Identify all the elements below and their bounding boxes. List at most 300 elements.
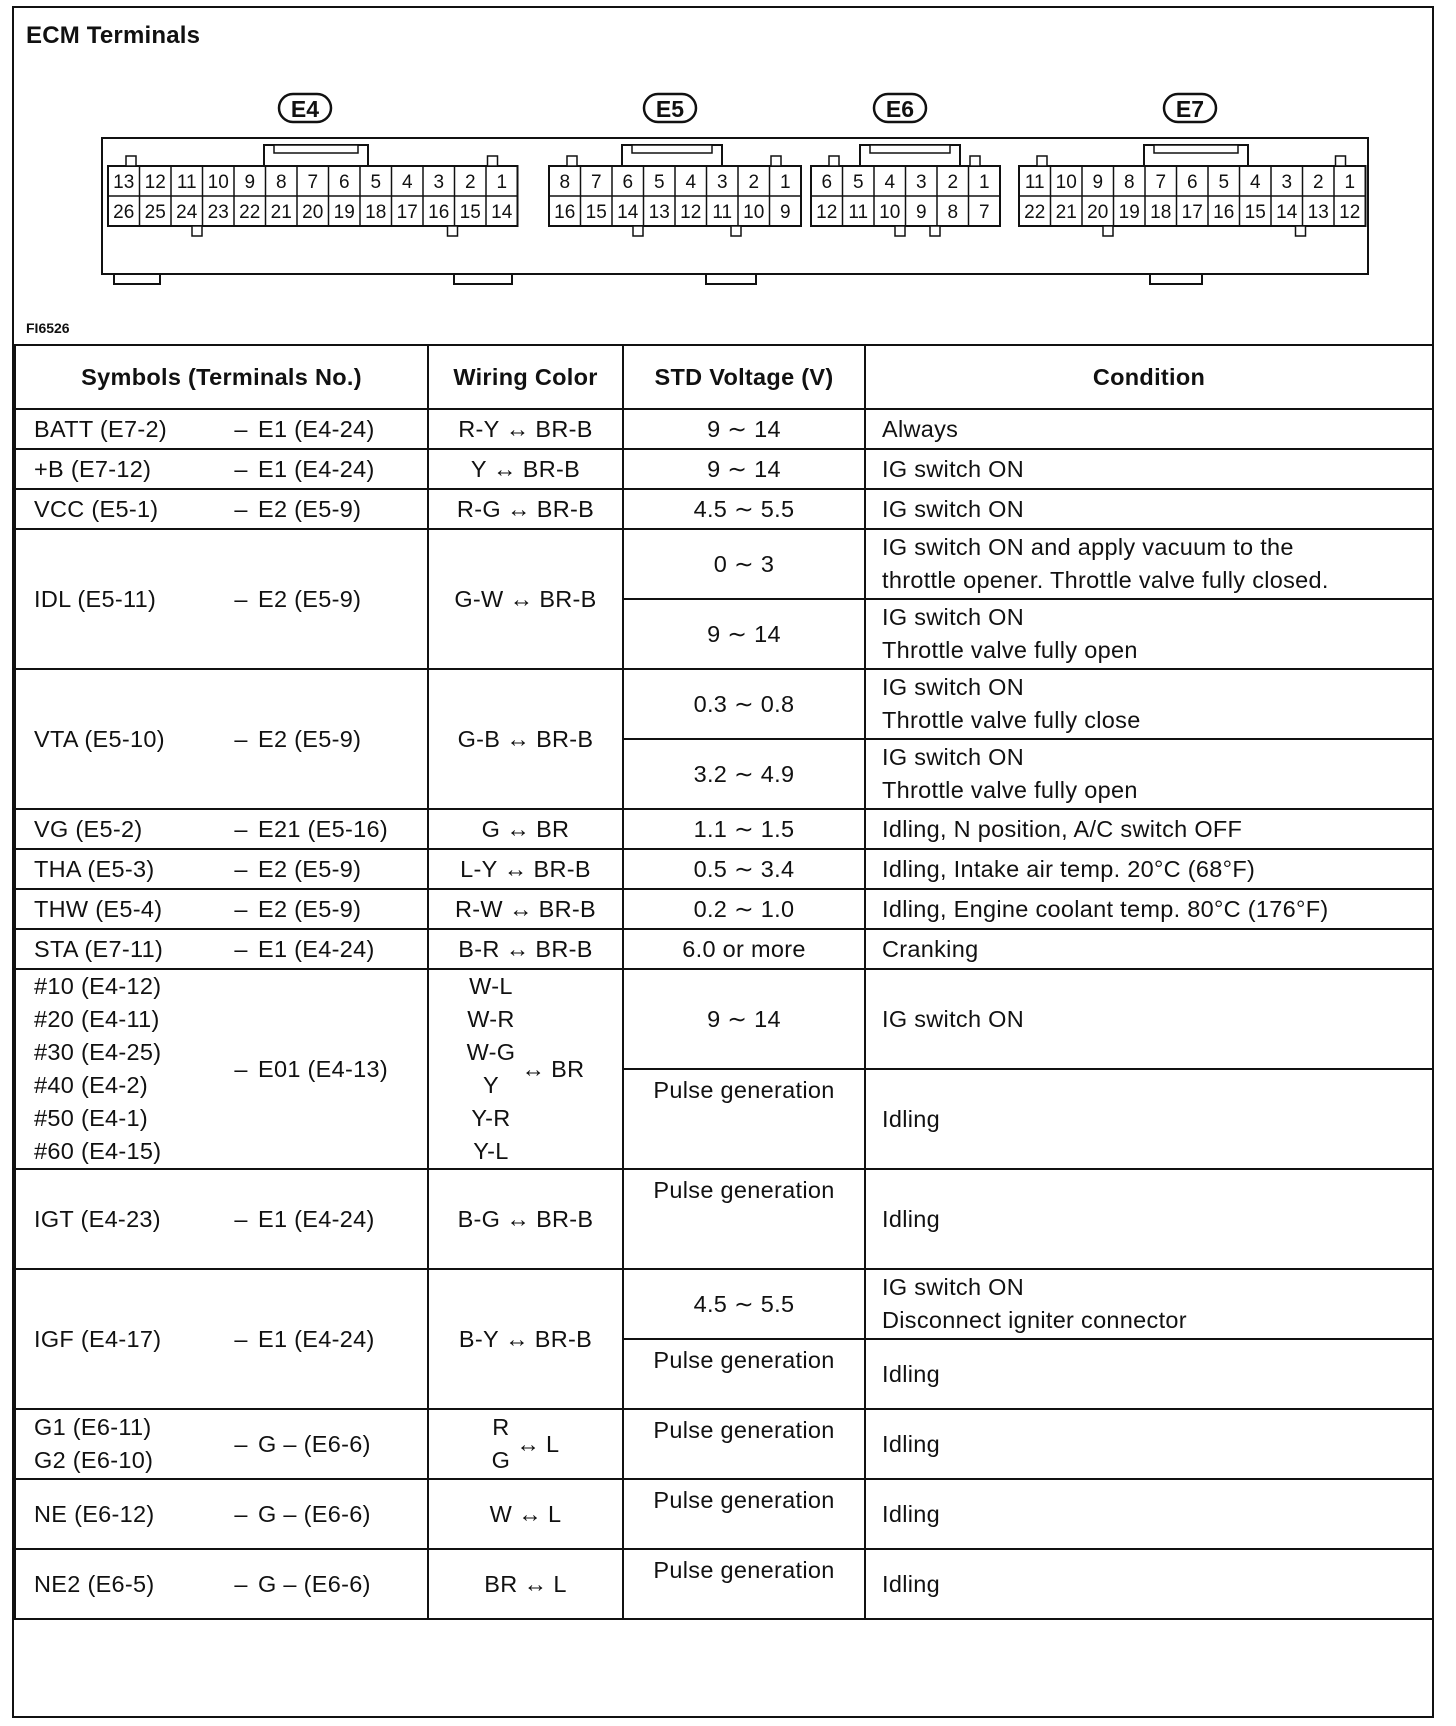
double-arrow-icon: ↔ [506, 815, 531, 842]
wiring-color-cell [428, 929, 623, 969]
symbol-cell [15, 849, 428, 889]
table-row [15, 669, 1433, 739]
separator-dash: – [234, 455, 248, 482]
pin-number: 12 [1339, 202, 1361, 223]
key-nub [895, 226, 905, 236]
separator-dash: – [234, 585, 248, 612]
wire-color: R [492, 1414, 510, 1440]
std-voltage-cell: 6.0 or more [623, 929, 865, 969]
wire-color: W-L [469, 973, 513, 999]
table-row [15, 929, 1433, 969]
table-row [15, 969, 1433, 1069]
double-arrow-icon: ↔ [504, 1325, 529, 1352]
wire-color: G [481, 815, 501, 842]
std-voltage-cell: Pulse generation [623, 1169, 865, 1269]
terminal-symbol: NE2 (E6-5) [34, 1570, 155, 1597]
std-voltage-cell: 4.5 ∼ 5.5 [623, 1269, 865, 1339]
terminal-symbol: THA (E5-3) [34, 855, 155, 882]
connector-label: E5 [655, 96, 685, 122]
pin-number: 20 [302, 202, 324, 223]
pin-number: 14 [491, 202, 513, 223]
locking-tab-latch [870, 145, 950, 153]
wire-color: G-B [457, 725, 501, 752]
terminal-symbol: NE (E6-12) [34, 1500, 155, 1527]
pin-number: 8 [559, 172, 571, 193]
pin-number: 9 [1092, 172, 1104, 193]
condition-cell: IG switch ON Disconnect igniter connector [865, 1269, 1433, 1339]
condition-cell: Idling [865, 1339, 1433, 1409]
housing-foot [114, 274, 160, 284]
wire-color: L-Y [460, 855, 498, 882]
table-row [15, 529, 1433, 599]
ground-wire-color: BR-B [536, 725, 594, 752]
pin-number: 2 [748, 172, 760, 193]
ground-terminal: E21 (E5-16) [258, 815, 389, 842]
terminal-symbol: THW (E5-4) [34, 895, 163, 922]
std-voltage-cell: 0.5 ∼ 3.4 [623, 849, 865, 889]
pin-number: 17 [396, 202, 418, 223]
ground-wire-color: L [553, 1570, 567, 1597]
pin-number: 3 [433, 172, 445, 193]
condition-cell: IG switch ON Throttle valve fully open [865, 739, 1433, 809]
pin-number: 4 [1249, 172, 1261, 193]
header-wiring-color: Wiring Color [428, 345, 623, 409]
pin-number: 7 [1155, 172, 1167, 193]
terminal-symbol: VG (E5-2) [34, 815, 143, 842]
wire-color: B-G [457, 1205, 501, 1232]
pin-number: 16 [428, 202, 450, 223]
separator-dash: – [234, 1055, 248, 1082]
ground-terminal: E2 (E5-9) [258, 495, 362, 522]
pin-number: 13 [648, 202, 670, 223]
separator-dash: – [234, 415, 248, 442]
separator-dash: – [234, 855, 248, 882]
wire-color: Y [470, 455, 487, 482]
pin-number: 5 [653, 172, 665, 193]
ground-terminal: G – (E6-6) [258, 1430, 371, 1457]
symbol-cell [15, 809, 428, 849]
terminal-symbol: #60 (E4-15) [34, 1138, 162, 1164]
std-voltage-cell: 4.5 ∼ 5.5 [623, 489, 865, 529]
std-voltage-cell: Pulse generation [623, 1069, 865, 1169]
separator-dash: – [234, 815, 248, 842]
terminal-symbol: #20 (E4-11) [34, 1006, 160, 1032]
separator-dash: – [234, 1205, 248, 1232]
pin-number: 11 [176, 172, 197, 193]
ground-wire-color: BR-B [535, 935, 593, 962]
housing-foot [1150, 274, 1202, 284]
pin-number: 15 [1244, 202, 1266, 223]
symbol-cell [15, 529, 428, 669]
table-row [15, 889, 1433, 929]
pin-number: 6 [622, 172, 634, 193]
separator-dash: – [234, 495, 248, 522]
key-nub [1103, 226, 1113, 236]
pin-number: 10 [743, 202, 765, 223]
ground-terminal: E1 (E4-24) [258, 455, 375, 482]
wiring-color-cell [428, 669, 623, 809]
wiring-color-cell [428, 1269, 623, 1409]
ground-wire-color: BR [551, 1055, 585, 1082]
ground-wire-color: BR-B [536, 1205, 594, 1232]
pin-number: 14 [617, 202, 639, 223]
pin-number: 22 [1024, 202, 1046, 223]
separator-dash: – [234, 1325, 248, 1352]
ground-terminal: E01 (E4-13) [258, 1055, 389, 1082]
double-arrow-icon: ↔ [492, 455, 517, 482]
std-voltage-cell: 0.2 ∼ 1.0 [623, 889, 865, 929]
pin-number: 18 [365, 202, 387, 223]
table-row [15, 1479, 1433, 1549]
symbol-cell [15, 409, 428, 449]
wiring-color-cell [428, 809, 623, 849]
wiring-color-cell [428, 529, 623, 669]
key-nub [1336, 156, 1346, 166]
double-arrow-icon: ↔ [523, 1570, 548, 1597]
wire-color: Y [482, 1072, 499, 1098]
separator-dash: – [234, 935, 248, 962]
pin-number: 19 [333, 202, 355, 223]
pin-number: 15 [585, 202, 607, 223]
std-voltage-cell: Pulse generation [623, 1409, 865, 1479]
std-voltage-cell: 9 ∼ 14 [623, 969, 865, 1069]
pin-number: 9 [779, 202, 791, 223]
condition-cell: IG switch ON and apply vacuum to the throttle opener. Throttle valve fully closed. [865, 529, 1433, 599]
double-arrow-icon: ↔ [503, 855, 528, 882]
pin-number: 1 [779, 172, 791, 193]
table-row [15, 1269, 1433, 1339]
condition-cell: IG switch ON [865, 449, 1433, 489]
pin-number: 2 [947, 172, 959, 193]
condition-cell: IG switch ON Throttle valve fully open [865, 599, 1433, 669]
pin-number: 10 [207, 172, 229, 193]
pin-number: 18 [1150, 202, 1172, 223]
symbol-cell [15, 489, 428, 529]
wire-color: B-Y [458, 1325, 499, 1352]
std-voltage-cell: 1.1 ∼ 1.5 [623, 809, 865, 849]
pin-number: 2 [464, 172, 476, 193]
connector-label: E7 [1175, 96, 1205, 122]
table-row [15, 489, 1433, 529]
terminal-symbol: IGF (E4-17) [34, 1325, 162, 1352]
wiring-color-cell [428, 969, 623, 1169]
wire-color: W-R [467, 1006, 515, 1032]
pin-number: 22 [239, 202, 261, 223]
pin-number: 1 [1344, 172, 1356, 193]
pin-number: 6 [821, 172, 833, 193]
wiring-color-cell [428, 489, 623, 529]
pin-number: 10 [879, 202, 901, 223]
double-arrow-icon: ↔ [505, 415, 530, 442]
pin-number: 25 [144, 202, 166, 223]
ground-terminal: E1 (E4-24) [258, 415, 375, 442]
figure-id: FI6526 [26, 320, 70, 336]
pin-number: 13 [1307, 202, 1329, 223]
key-nub [731, 226, 741, 236]
separator-dash: – [234, 895, 248, 922]
ground-terminal: E1 (E4-24) [258, 1325, 375, 1352]
terminal-symbol: BATT (E7-2) [34, 415, 168, 442]
condition-cell: Always [865, 409, 1433, 449]
key-nub [930, 226, 940, 236]
wire-color: W [489, 1500, 513, 1527]
pin-number: 7 [307, 172, 319, 193]
pin-number: 5 [1218, 172, 1230, 193]
separator-dash: – [234, 1430, 248, 1457]
wire-color: R-W [454, 895, 503, 922]
terminal-symbol: STA (E7-11) [34, 935, 164, 962]
key-nub [1037, 156, 1047, 166]
symbol-cell [15, 1409, 428, 1479]
wiring-color-cell [428, 1409, 623, 1479]
pin-number: 11 [848, 202, 869, 223]
condition-cell: IG switch ON [865, 969, 1433, 1069]
pin-number: 11 [1024, 172, 1045, 193]
condition-cell: Idling [865, 1479, 1433, 1549]
symbol-cell [15, 969, 428, 1169]
terminal-symbol: IGT (E4-23) [34, 1205, 161, 1232]
ground-wire-color: L [547, 1500, 562, 1527]
double-arrow-icon: ↔ [518, 1500, 542, 1527]
pin-number: 7 [978, 202, 990, 223]
pin-number: 4 [401, 172, 413, 193]
wire-color: R-Y [458, 415, 500, 442]
double-arrow-icon: ↔ [506, 1205, 531, 1232]
condition-cell: Idling, N position, A/C switch OFF [865, 809, 1433, 849]
std-voltage-cell: Pulse generation [623, 1479, 865, 1549]
table-row [15, 849, 1433, 889]
pin-number: 15 [459, 202, 481, 223]
pin-number: 16 [554, 202, 576, 223]
pin-number: 19 [1118, 202, 1140, 223]
std-voltage-cell: 9 ∼ 14 [623, 409, 865, 449]
terminal-symbol: #40 (E4-2) [34, 1072, 149, 1098]
symbol-cell [15, 1269, 428, 1409]
pin-number: 26 [113, 202, 135, 223]
pin-number: 3 [716, 172, 728, 193]
condition-cell: Cranking [865, 929, 1433, 969]
std-voltage-cell: Pulse generation [623, 1339, 865, 1409]
pin-number: 4 [685, 172, 697, 193]
pin-number: 9 [915, 202, 927, 223]
connector-label: E4 [290, 96, 320, 122]
terminal-symbol: VCC (E5-1) [34, 495, 159, 522]
ground-wire-color: BR-B [536, 495, 595, 522]
pin-number: 6 [338, 172, 350, 193]
pin-number: 5 [852, 172, 864, 193]
ground-wire-color: BR-B [533, 855, 591, 882]
key-nub [126, 156, 136, 166]
terminal-symbol: G1 (E6-11) [34, 1414, 152, 1440]
key-nub [488, 156, 498, 166]
key-nub [567, 156, 577, 166]
ground-terminal: E2 (E5-9) [258, 585, 362, 612]
wire-color: Y-R [471, 1105, 511, 1131]
wiring-color-cell [428, 849, 623, 889]
condition-cell: Idling [865, 1069, 1433, 1169]
condition-cell: Idling, Engine coolant temp. 80°C (176°F) [865, 889, 1433, 929]
std-voltage-cell: 0.3 ∼ 0.8 [623, 669, 865, 739]
locking-tab-latch [1154, 145, 1238, 153]
pin-number: 9 [244, 172, 256, 193]
double-arrow-icon: ↔ [521, 1055, 546, 1082]
table-row [15, 1169, 1433, 1269]
wire-color: W-G [466, 1039, 516, 1065]
condition-cell: Idling [865, 1169, 1433, 1269]
locking-tab-latch [632, 145, 712, 153]
symbol-cell [15, 929, 428, 969]
housing-foot [454, 274, 512, 284]
pin-number: 8 [275, 172, 287, 193]
pin-number: 24 [176, 202, 198, 223]
separator-dash: – [234, 1500, 248, 1527]
symbol-cell [15, 1169, 428, 1269]
key-nub [970, 156, 980, 166]
pin-number: 8 [947, 202, 959, 223]
key-nub [448, 226, 458, 236]
pin-number: 5 [370, 172, 382, 193]
std-voltage-cell: Pulse generation [623, 1549, 865, 1619]
ground-terminal: G – (E6-6) [258, 1570, 371, 1597]
pin-number: 16 [1213, 202, 1235, 223]
condition-cell: IG switch ON [865, 489, 1433, 529]
key-nub [829, 156, 839, 166]
pin-number: 12 [144, 172, 166, 193]
wire-color: BR [484, 1570, 518, 1597]
double-arrow-icon: ↔ [505, 935, 530, 962]
std-voltage-cell: 0 ∼ 3 [623, 529, 865, 599]
std-voltage-cell: 9 ∼ 14 [623, 599, 865, 669]
table-row [15, 809, 1433, 849]
header-symbols: Symbols (Terminals No.) [15, 345, 428, 409]
terminal-symbol: G2 (E6-10) [34, 1447, 154, 1473]
condition-cell: IG switch ON Throttle valve fully close [865, 669, 1433, 739]
locking-tab-latch [274, 145, 358, 153]
wire-color: Y-L [473, 1138, 509, 1164]
double-arrow-icon: ↔ [508, 895, 533, 922]
terminal-symbol: +B (E7-12) [34, 455, 152, 482]
std-voltage-cell: 3.2 ∼ 4.9 [623, 739, 865, 809]
separator-dash: – [234, 725, 248, 752]
ground-wire-color: BR [536, 815, 570, 842]
double-arrow-icon: ↔ [516, 1430, 541, 1457]
housing-foot [706, 274, 756, 284]
wiring-color-cell [428, 409, 623, 449]
table-row [15, 409, 1433, 449]
double-arrow-icon: ↔ [509, 585, 534, 612]
key-nub [633, 226, 643, 236]
header-condition: Condition [865, 345, 1433, 409]
pin-number: 12 [816, 202, 838, 223]
terminals-table-body [15, 409, 1433, 1619]
terminal-symbol: #10 (E4-12) [34, 973, 162, 999]
ground-terminal: E1 (E4-24) [258, 935, 375, 962]
terminal-symbol: IDL (E5-11) [34, 585, 157, 612]
wire-color: B-R [458, 935, 500, 962]
ground-terminal: E2 (E5-9) [258, 895, 362, 922]
pin-number: 8 [1123, 172, 1135, 193]
table-row [15, 1409, 1433, 1479]
wiring-color-cell [428, 449, 623, 489]
double-arrow-icon: ↔ [506, 725, 531, 752]
pin-number: 14 [1276, 202, 1298, 223]
pin-number: 21 [270, 202, 292, 223]
pin-number: 2 [1312, 172, 1324, 193]
ground-terminal: E2 (E5-9) [258, 855, 362, 882]
terminal-symbol: #30 (E4-25) [34, 1039, 162, 1065]
pin-number: 7 [590, 172, 602, 193]
wire-color: G [491, 1447, 511, 1473]
double-arrow-icon: ↔ [506, 495, 531, 522]
terminals-table [14, 344, 1434, 1620]
table-row [15, 1549, 1433, 1619]
connector-label: E6 [885, 96, 915, 122]
pin-number: 1 [496, 172, 508, 193]
wiring-color-cell [428, 1169, 623, 1269]
ground-wire-color: BR-B [522, 455, 581, 482]
symbol-cell [15, 1479, 428, 1549]
condition-cell: Idling [865, 1549, 1433, 1619]
ecm-terminals-panel [12, 6, 1434, 1718]
symbol-cell [15, 449, 428, 489]
wire-color: R-G [456, 495, 501, 522]
ground-terminal: E2 (E5-9) [258, 725, 362, 752]
pin-number: 23 [207, 202, 229, 223]
header-std-voltage: STD Voltage (V) [623, 345, 865, 409]
ground-terminal: E1 (E4-24) [258, 1205, 375, 1232]
symbol-cell [15, 669, 428, 809]
std-voltage-cell: 9 ∼ 14 [623, 449, 865, 489]
condition-cell: Idling [865, 1409, 1433, 1479]
pin-number: 10 [1055, 172, 1077, 193]
wiring-color-cell [428, 1479, 623, 1549]
terminal-symbol: VTA (E5-10) [34, 725, 165, 752]
pin-number: 11 [712, 202, 733, 223]
pin-number: 21 [1055, 202, 1077, 223]
ground-wire-color: BR-B [534, 1325, 593, 1352]
symbol-cell [15, 889, 428, 929]
pin-number: 17 [1181, 202, 1203, 223]
pin-number: 3 [915, 172, 927, 193]
wiring-color-cell [428, 1549, 623, 1619]
ground-wire-color: BR-B [538, 895, 597, 922]
condition-cell: Idling, Intake air temp. 20°C (68°F) [865, 849, 1433, 889]
page-title: ECM Terminals [26, 22, 201, 49]
pin-number: 20 [1087, 202, 1109, 223]
ground-terminal: G – (E6-6) [258, 1500, 371, 1527]
pin-number: 1 [978, 172, 990, 193]
key-nub [192, 226, 202, 236]
pin-number: 12 [680, 202, 702, 223]
pin-number: 4 [884, 172, 896, 193]
symbol-cell [15, 1549, 428, 1619]
table-header-row [15, 345, 1433, 409]
key-nub [1296, 226, 1306, 236]
connector-diagram [14, 88, 1432, 318]
wire-color: G-W [454, 585, 504, 612]
wiring-color-cell [428, 889, 623, 929]
ground-wire-color: L [546, 1430, 560, 1457]
table-row [15, 449, 1433, 489]
pin-number: 6 [1186, 172, 1198, 193]
ground-wire-color: BR-B [535, 415, 593, 442]
pin-number: 3 [1281, 172, 1293, 193]
pin-number: 13 [113, 172, 135, 193]
terminal-symbol: #50 (E4-1) [34, 1105, 149, 1131]
key-nub [771, 156, 781, 166]
separator-dash: – [234, 1570, 248, 1597]
ground-wire-color: BR-B [539, 585, 597, 612]
